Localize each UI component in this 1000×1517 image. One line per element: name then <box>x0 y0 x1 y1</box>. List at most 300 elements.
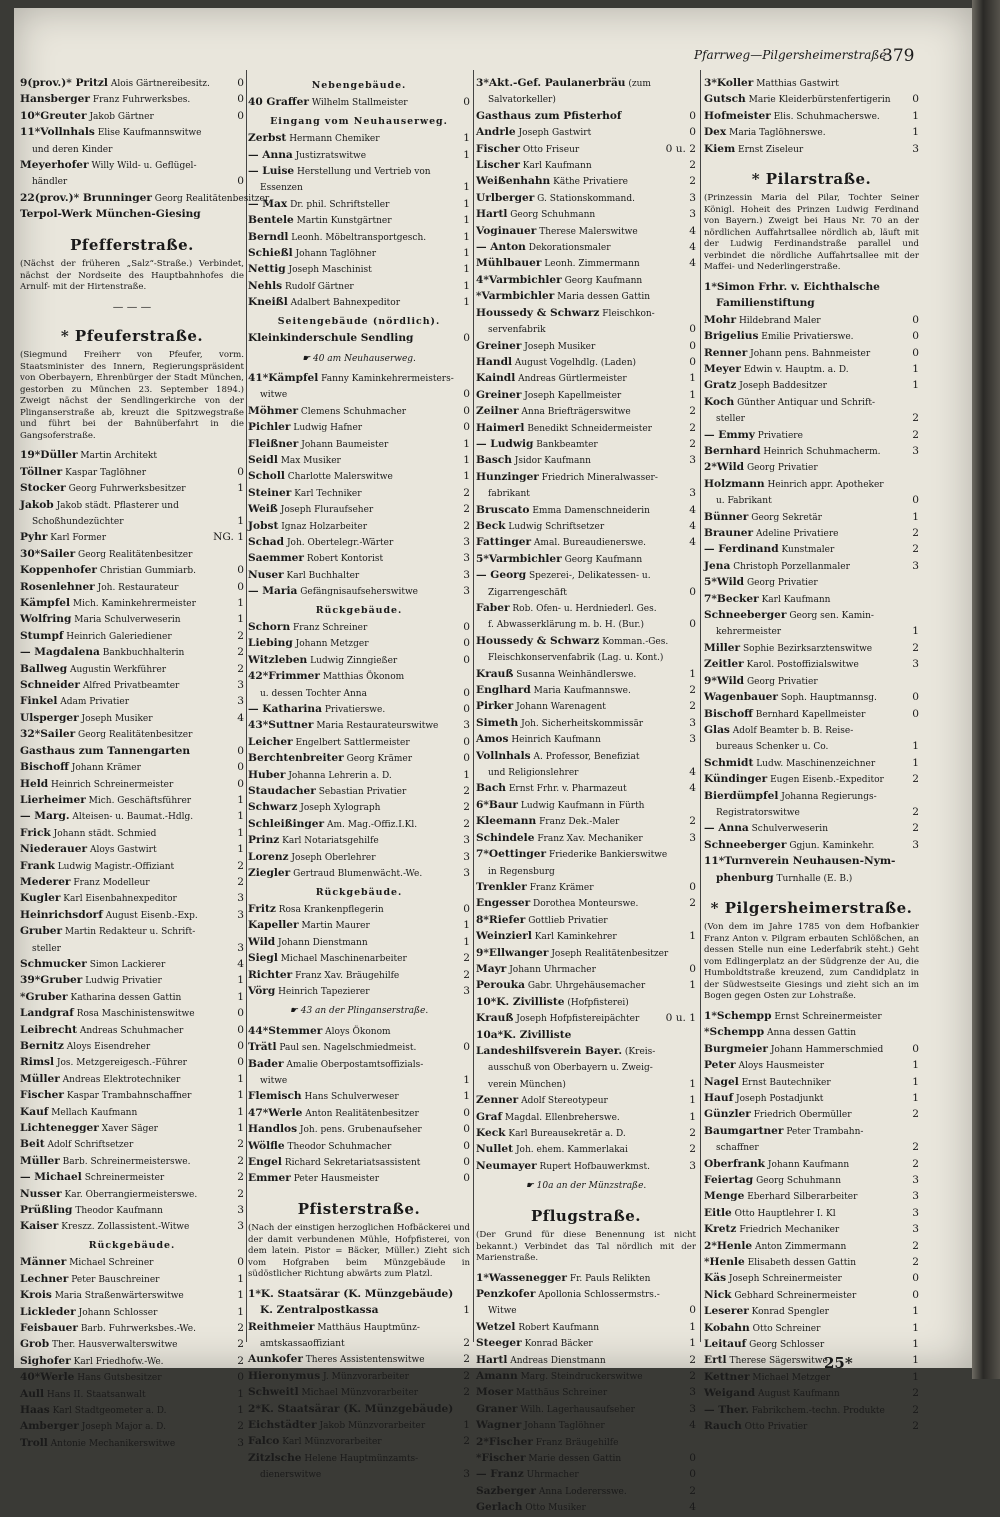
entry-floor: 2 <box>463 486 470 499</box>
entry-name: Kugler <box>20 892 61 905</box>
entry-floor: 2 <box>689 897 696 910</box>
directory-entry <box>20 678 244 694</box>
entry-details: Katharina dessen Gattin <box>67 992 182 1003</box>
entry-details: Heinrich Galeriediener <box>63 631 172 642</box>
directory-entry <box>248 1287 470 1303</box>
entry-details: Leonh. Zimmermann <box>541 259 640 270</box>
entry-details: Otto Hauptlehrer I. Kl <box>731 1208 836 1219</box>
entry-details: Theodor Schuhmacher <box>284 1141 392 1152</box>
directory-entry <box>704 1107 919 1123</box>
entry-name: Schneeberger <box>704 609 787 622</box>
entry-name: — Marg. <box>20 810 70 823</box>
entry-details: Salvatorkeller) <box>488 95 556 106</box>
directory-entry <box>20 875 244 891</box>
entry-details: Emma Damenschneiderin <box>529 505 650 516</box>
entry-name: Koch <box>704 395 735 408</box>
entry-details: Maria Kaufmannswe. <box>530 686 631 697</box>
entry-details: Hans Gutsbesitzer <box>74 1373 162 1384</box>
directory-entry <box>704 1173 919 1189</box>
directory-entry <box>476 1159 696 1175</box>
directory-entry <box>704 1157 919 1173</box>
entry-floor: 0 <box>912 1288 919 1301</box>
entry-name: 10*Greuter <box>20 109 87 122</box>
book-spine-edge <box>972 0 1000 1379</box>
street-heading: Pfefferstraße. <box>70 235 194 254</box>
entry-name: *Fischer <box>476 1452 526 1464</box>
entry-name: 3*Akt.-Gef. Paulanerbräu <box>476 77 626 89</box>
entry-name: Wagner <box>476 1419 522 1432</box>
entry-name: Keck <box>476 1127 506 1139</box>
entry-floor: 1 <box>237 1403 244 1416</box>
entry-floor: 0 <box>689 355 696 368</box>
entry-details: Georg Fuhrwerksbesitzer <box>65 484 186 495</box>
directory-entry <box>704 723 919 739</box>
entry-floor: 1 <box>463 214 470 227</box>
directory-entry <box>476 946 696 962</box>
entry-floor: 2 <box>463 1336 470 1349</box>
directory-entry <box>704 1058 919 1074</box>
entry-details: Johann Warenagent <box>513 702 606 713</box>
entry-floor: 0 <box>237 580 244 593</box>
entry-name: Andrle <box>476 126 516 139</box>
directory-entry <box>20 793 244 809</box>
directory-entry <box>476 552 696 568</box>
entry-details: Adolf Stereotypeur <box>518 1096 608 1107</box>
entry-details: Eberhard Silberarbeiter <box>744 1192 858 1203</box>
entry-name: 39*Gruber <box>20 974 83 987</box>
entry-details: Charlotte Malerswitwe <box>284 472 393 483</box>
directory-entry <box>20 1272 244 1288</box>
street-description: (Siegmund Freiherr von Pfeufer, vorm. Staatsminister des Innern, Regierungspräsident von Oberbayern, Ehrenbürger der Stadt München, gestorben zu München 23. September 1894.) Zweigt nächst der Sendlingerkirche von der Plinganserstraße ab, kreuzt die Spitzwegstraße und führt bei der Bahnüberfahrt in die Gangsoferstraße. <box>20 350 244 441</box>
entry-floor: 0 <box>463 1041 470 1054</box>
directory-entry <box>248 866 470 882</box>
entry-details: Konrad Spengler <box>748 1307 829 1318</box>
entry-name: 1*K. Staatsärar (K. Münzgebäude) <box>248 1287 454 1300</box>
directory-entry <box>476 486 696 502</box>
directory-entry <box>20 1006 244 1022</box>
entry-name: Pichler <box>248 421 291 434</box>
entry-floor: 3 <box>912 1173 919 1186</box>
directory-entry <box>20 1187 244 1203</box>
entry-floor: 1 <box>463 919 470 932</box>
entry-floor: 0 <box>463 653 470 666</box>
entry-name: Bünner <box>704 510 749 523</box>
entry-details: Kaspar Taglöhner <box>62 467 147 478</box>
entry-floor: 0 <box>237 1371 244 1384</box>
directory-entry <box>248 197 470 213</box>
entry-floor: 2 <box>463 503 470 516</box>
entry-name: phenburg <box>716 871 774 884</box>
entry-floor: 1 <box>689 1320 696 1333</box>
entry-floor: 1 <box>689 1337 696 1350</box>
entry-name: Wetzel <box>476 1320 516 1333</box>
entry-name: Günzler <box>704 1108 751 1121</box>
entry-details: Fleischkonservenfabrik (Lag. u. Kont.) <box>488 653 664 664</box>
entry-details: Aloys Ökonom <box>322 1026 391 1037</box>
entry-name: Kämpfel <box>20 597 71 610</box>
entry-details: Friedrich Obermüller <box>750 1110 852 1121</box>
directory-entry <box>248 653 470 669</box>
entry-name: Familienstiftung <box>716 297 815 310</box>
entry-details: Franz Schreiner <box>290 623 368 633</box>
directory-entry <box>20 448 244 464</box>
entry-name: Jena <box>704 559 731 572</box>
entry-floor: 1 <box>237 597 244 610</box>
entry-details: Rob. Ofen- u. Herdniederl. Ges. <box>509 604 657 614</box>
entry-details: Zigarrengeschäft <box>488 587 567 598</box>
entry-name: 41*Kämpfel <box>248 371 319 384</box>
directory-entry <box>476 1500 696 1516</box>
entry-name: Burgmeier <box>704 1042 768 1055</box>
entry-details: Fabrikchem.-techn. Produkte <box>748 1405 885 1416</box>
entry-floor: 3 <box>237 695 244 708</box>
entry-details: G. Stationskommand. <box>534 193 635 204</box>
entry-name: Landgraf <box>20 1007 74 1020</box>
entry-name: Lechner <box>20 1272 69 1285</box>
entry-details: Johann Kaufmann <box>765 1159 850 1170</box>
entry-name: Kleemann <box>476 815 537 828</box>
entry-name: Holzmann <box>704 477 765 490</box>
directory-entry <box>20 612 244 628</box>
entry-name: 7*Oettinger <box>476 848 547 861</box>
directory-entry <box>20 1436 244 1452</box>
entry-details: Sebastian Privatier <box>315 787 407 798</box>
street-heading: * Pilgersheimerstraße. <box>710 898 913 917</box>
entry-name: Zenner <box>476 1094 519 1107</box>
directory-entry <box>248 902 470 918</box>
entry-floor: 0 <box>689 880 696 893</box>
entry-floor: 0 <box>463 902 470 915</box>
entry-details: Adam Privatier <box>57 697 130 708</box>
entry-floor: 1 <box>912 1354 919 1367</box>
directory-entry <box>704 477 919 493</box>
entry-name: Stocker <box>20 482 66 495</box>
entry-name: — Katharina <box>248 703 322 716</box>
entry-details: Bernhard Kapellmeister <box>752 709 866 720</box>
entry-floor: 2 <box>912 1403 919 1416</box>
entry-floor: 3 <box>689 454 696 467</box>
entry-name: — Michael <box>20 1171 82 1184</box>
entry-details: Johann Krämer <box>68 763 141 774</box>
entry-details: Johann Baumeister <box>298 439 389 450</box>
entry-details: Dr. phil. Schriftsteller <box>287 199 390 210</box>
directory-entry <box>20 1288 244 1304</box>
entry-details: Georg Privatier <box>744 676 818 687</box>
entry-details: Georg Realitätenbesitzer <box>151 193 270 204</box>
entry-floor: 0 <box>237 777 244 790</box>
entry-details: Joseph Maschinist <box>285 265 372 276</box>
entry-floor: 1 <box>237 826 244 839</box>
entry-floor: 0 <box>689 339 696 352</box>
entry-floor: 0 <box>463 1106 470 1119</box>
entry-details: Georg Realitätenbesitzer <box>75 730 193 741</box>
directory-entry <box>248 535 470 551</box>
entry-name: 44*Stemmer <box>248 1024 323 1037</box>
entry-name: 7*Becker <box>704 592 759 605</box>
entry-name: Müller <box>20 1072 60 1085</box>
entry-floor: 0 <box>463 388 470 401</box>
building-subheading: Nebengebäude. <box>311 80 407 91</box>
entry-floor: 2 <box>912 1157 919 1170</box>
entry-name: Emmer <box>248 1172 291 1185</box>
building-subheading: Seitengebäude (nördlich). <box>277 315 441 327</box>
directory-entry <box>704 838 919 854</box>
directory-entry <box>704 142 919 158</box>
directory-entry <box>704 346 919 362</box>
directory-entry <box>704 1403 919 1419</box>
directory-entry <box>704 1009 919 1025</box>
directory-entry <box>248 686 470 702</box>
entry-name: Berndl <box>248 230 289 243</box>
directory-entry <box>476 847 696 863</box>
entry-name: Zeilner <box>476 405 519 418</box>
directory-entry <box>20 1387 244 1403</box>
entry-details: Mellach Kaufmann <box>48 1107 138 1118</box>
directory-entry <box>20 1255 244 1271</box>
entry-name: Sazberger <box>476 1484 536 1497</box>
entry-details: Aloys Eisendreher <box>63 1042 151 1052</box>
entry-name: Schorn <box>248 621 291 633</box>
directory-entry <box>476 781 696 797</box>
entry-floor: 2 <box>912 1239 919 1252</box>
entry-details: Joseph Musiker <box>521 341 596 352</box>
entry-details: Antonie Mechanikerswitwe <box>47 1438 176 1449</box>
entry-details: Matthäus Hauptmünz- <box>314 1322 420 1333</box>
directory-entry <box>476 371 696 387</box>
entry-name: Nehls <box>248 279 283 292</box>
entry-details: Andreas Gürtlermeister <box>515 374 627 385</box>
directory-entry <box>704 756 919 772</box>
directory-entry <box>20 990 244 1006</box>
entry-details: Bankbuchhalterin <box>99 648 185 659</box>
entry-name: Stumpf <box>20 629 64 642</box>
entry-floor: 1 <box>689 1110 696 1123</box>
directory-entry <box>476 207 696 223</box>
entry-details: Rudolf Gärtner <box>282 281 354 292</box>
entry-details: Franz Dek.-Maler <box>536 817 620 828</box>
entry-details: Karl Notariatsgehilfe <box>279 836 379 847</box>
entry-name: K. Zentralpostkassa <box>260 1304 379 1317</box>
directory-entry <box>476 1418 696 1434</box>
street-description: (Nächst der früheren „Salz“-Straße.) Verbindet, nächst der Nordseite des Hauptbahnhofes die Arnulf- mit der Hirtenstraße. <box>20 259 244 293</box>
entry-details: Mich. Geschäftsführer <box>85 795 192 806</box>
directory-entry <box>476 1435 696 1451</box>
entry-details: Gefängnisaufseherswitwe <box>297 587 418 598</box>
entry-details: Matthäus Schreiner <box>513 1388 608 1399</box>
entry-details: Günther Antiquar und Schrift- <box>734 397 876 408</box>
entry-name: Englhard <box>476 684 531 697</box>
entry-details: Aloys Gastwirt <box>87 845 157 856</box>
street-heading: Pfisterstraße. <box>297 1199 421 1218</box>
directory-entry <box>476 617 696 633</box>
entry-name: Brauner <box>704 527 754 540</box>
directory-entry <box>476 929 696 945</box>
entry-details: Registratorswitwe <box>716 807 800 818</box>
entry-name: Held <box>20 777 49 790</box>
directory-entry <box>476 1320 696 1336</box>
entry-name: — Ferdinand <box>704 543 779 556</box>
entry-floor: 2 <box>689 437 696 450</box>
entry-details: A. Professor, Benefiziat <box>530 751 640 762</box>
directory-entry <box>704 1321 919 1337</box>
entry-name: Baumgartner <box>704 1124 784 1137</box>
entry-name: — Luise <box>248 165 295 178</box>
entry-name: Ballweg <box>20 662 68 675</box>
entry-floor: 2 <box>912 1108 919 1121</box>
entry-floor: 2 <box>689 1484 696 1497</box>
directory-entry <box>476 1353 696 1369</box>
entry-floor: 0 <box>237 93 244 106</box>
entry-name: — Ther. <box>704 1403 749 1416</box>
entry-name: Weißenhahn <box>476 175 551 188</box>
entry-name: Handlos <box>248 1123 298 1136</box>
entry-details: Ludw. Maschinenzeichner <box>753 758 876 769</box>
directory-entry <box>248 95 470 111</box>
directory-entry <box>20 1055 244 1071</box>
entry-floor: 1 <box>912 379 919 392</box>
directory-entry <box>476 1142 696 1158</box>
directory-entry <box>476 634 696 650</box>
entry-floor: 4 <box>689 766 696 779</box>
entry-floor: 1 <box>463 768 470 781</box>
entry-floor: 3 <box>463 867 470 880</box>
entry-floor: 0 <box>463 96 470 109</box>
directory-entry <box>476 667 696 683</box>
entry-name: Flemisch <box>248 1090 302 1103</box>
directory-entry <box>248 1303 470 1319</box>
directory-entry <box>704 280 919 296</box>
entry-name: Möhmer <box>248 404 299 417</box>
entry-floor: 0 <box>463 421 470 434</box>
entry-floor: 0 <box>237 761 244 774</box>
entry-name: Kettner <box>704 1370 750 1383</box>
entry-details: Peter Trambahn- <box>783 1126 864 1137</box>
entry-name: Schad <box>248 535 285 548</box>
directory-entry <box>476 306 696 322</box>
entry-floor: NG. 1 <box>213 531 244 544</box>
directory-entry <box>704 805 919 821</box>
entry-name: Frank <box>20 859 55 872</box>
entry-details: Georg Privatier <box>744 578 818 589</box>
entry-details: Essenzen <box>260 183 303 194</box>
entry-name: Saemmer <box>248 552 304 565</box>
entry-floor: 2 <box>912 1420 919 1433</box>
entry-details: Matthias Ökonom <box>319 672 405 683</box>
directory-entry <box>20 530 244 546</box>
entry-details: Alteisen- u. Baumat.-Hdlg. <box>69 812 194 823</box>
entry-details: Ludwig Privatier <box>82 976 162 987</box>
entry-details: Hans Schulverweser <box>301 1092 399 1103</box>
entry-name: Perouka <box>476 979 525 992</box>
directory-entry <box>20 596 244 612</box>
directory-entry <box>248 751 470 767</box>
entry-floor: 2 <box>463 785 470 798</box>
directory-entry <box>248 1418 470 1434</box>
entry-name: Feiertag <box>704 1173 754 1186</box>
entry-name: Trätl <box>248 1041 277 1054</box>
directory-entry <box>248 1139 470 1155</box>
entry-details: Georg Privatier <box>744 463 818 474</box>
entry-name: — Georg <box>476 569 527 582</box>
directory-entry <box>476 1060 696 1076</box>
directory-entry <box>248 331 470 347</box>
directory-entry <box>248 1040 470 1056</box>
directory-entry <box>704 1370 919 1386</box>
entry-details: Heinrich Kaufmann <box>508 735 601 746</box>
entry-name: Houssedy & Schwarz <box>476 306 600 319</box>
entry-details: Heinrich Tapezierer <box>275 986 370 997</box>
directory-entry <box>248 387 470 403</box>
entry-name: Hartl <box>476 208 508 221</box>
directory-entry <box>704 739 919 755</box>
directory-entry <box>476 1093 696 1109</box>
entry-name: Graner <box>476 1402 518 1415</box>
directory-entry <box>248 620 470 636</box>
entry-floor: 1 <box>689 667 696 680</box>
entry-details: und deren Kinder <box>32 144 113 155</box>
entry-name: Peter <box>704 1059 736 1072</box>
entry-name: Pirker <box>476 700 514 713</box>
entry-details: Willy Wild- u. Geflügel- <box>88 161 197 172</box>
directory-entry <box>704 871 919 887</box>
entry-details: Ludwig Hafner <box>290 423 363 434</box>
entry-details: Elisabeth dessen Gattin <box>744 1257 857 1268</box>
entry-details: Ther. Hausverwalterswitwe <box>49 1340 178 1351</box>
entry-details: Schreinermeister <box>81 1173 165 1184</box>
street-description: (Prinzessin Maria del Pilar, Tochter Seiner Königl. Hoheit des Prinzen Ludwig Ferdinand von Bayern.) Zweigt bei Haus Nr. 70 an der nördlichen Auffahrtsallee nördlich ab, läuft mit der Ludwig Ferdinandstraße parallel und verbindet die nördliche Auffahrtsallee mit der Maffei- und Nederlingerstraße. <box>704 193 919 273</box>
directory-entry <box>704 1091 919 1107</box>
entry-details: Ludwig Schriftsetzer <box>505 521 605 532</box>
entry-name: Krauß <box>476 1012 514 1025</box>
entry-floor: 3 <box>689 733 696 746</box>
directory-entry <box>476 109 696 125</box>
entry-details: Georg sen. Kamin- <box>786 611 874 622</box>
directory-entry <box>704 1042 919 1058</box>
entry-floor: 0 <box>463 686 470 699</box>
directory-entry <box>248 850 470 866</box>
entry-details: Andreas Schuhmacher <box>77 1025 184 1036</box>
entry-details: Kunstmaler <box>778 545 835 556</box>
directory-entry <box>704 1288 919 1304</box>
entry-details: Johann pens. Bahnmeister <box>747 348 871 359</box>
entry-details: Ernst Schreinermeister <box>771 1011 882 1022</box>
entry-details: f. Abwasserklärung m. b. H. (Bur.) <box>488 620 645 631</box>
entry-name: Glas <box>704 723 730 736</box>
entry-details: amtskassaoffiziant <box>260 1338 345 1349</box>
entry-name: Bernhard <box>704 445 761 457</box>
entry-name: Kauf <box>20 1105 49 1118</box>
entry-name: Weiß <box>248 503 278 516</box>
entry-floor: 1 <box>912 740 919 753</box>
entry-floor: 1 <box>912 1059 919 1072</box>
directory-entry <box>476 962 696 978</box>
directory-entry <box>20 826 244 842</box>
entry-floor: 0 <box>463 332 470 345</box>
entry-name: Aull <box>20 1387 44 1400</box>
directory-entry <box>20 92 244 108</box>
directory-entry <box>248 469 470 485</box>
entry-floor: 2 <box>463 952 470 965</box>
directory-entry <box>704 542 919 558</box>
directory-entry <box>476 142 696 158</box>
directory-entry <box>20 1105 244 1121</box>
entry-name: Müller <box>20 1154 60 1167</box>
entry-name: Vollnhals <box>476 749 531 762</box>
entry-details: Ludwig Kaufmann in Fürth <box>518 800 645 811</box>
entry-floor: 0 <box>237 1007 244 1020</box>
directory-entry <box>476 1077 696 1093</box>
entry-floor: 0 <box>463 1156 470 1168</box>
